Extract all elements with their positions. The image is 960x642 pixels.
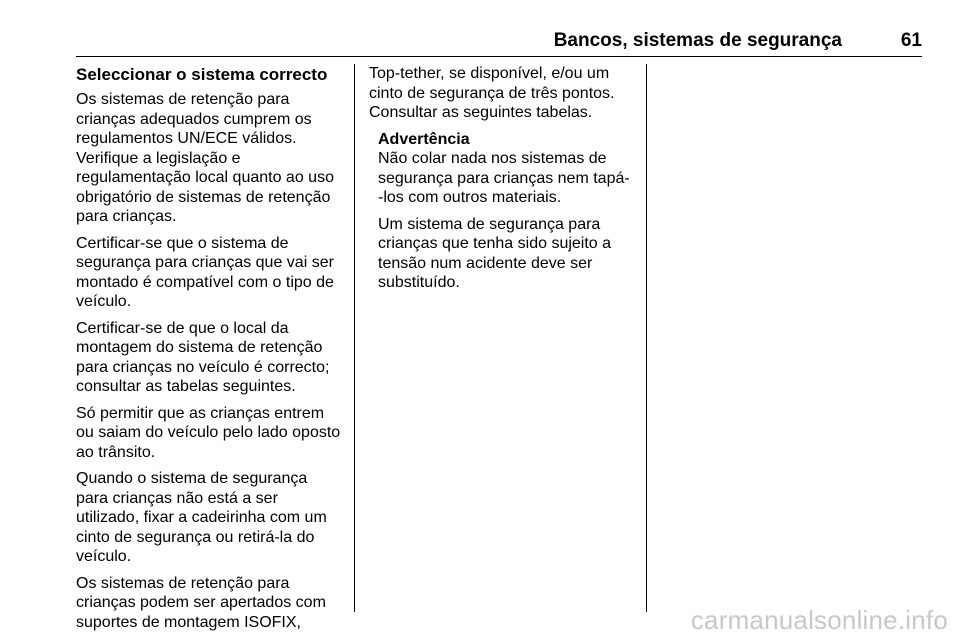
warning-title: Advertência <box>378 130 470 148</box>
watermark: carmanualsonline.info <box>690 605 948 635</box>
warning-paragraph: Não colar nada nos sistemas de segurança para crianças nem tapá--los com outros materiais. <box>378 150 630 206</box>
page-header <box>76 26 922 57</box>
column-divider <box>354 64 355 612</box>
section-title: Bancos, sistemas de segurança <box>553 30 842 51</box>
section-heading: Seleccionar o sistema correcto <box>76 65 328 84</box>
column-divider <box>646 64 647 612</box>
page-number: 61 <box>900 30 922 51</box>
paragraph: Só permitir que as crianças entrem ou saiam do veículo pelo lado oposto ao trânsito. <box>76 404 341 461</box>
warning-paragraph: Um sistema de segurança para crianças que tenha sido sujeito a tensão num acidente deve ser substituído. <box>378 215 612 291</box>
paragraph: Top-tether, se disponível, e/ou um cinto de segurança de três pontos. Consultar as seguintes tabelas. <box>369 65 615 121</box>
paragraph: Certificar-se de que o local da montagem do sistema de retenção para crianças no veículo é correcto; consultar as tabelas seguintes. <box>76 319 330 395</box>
column-left <box>76 64 342 639</box>
column-middle <box>369 64 635 300</box>
paragraph: Os sistemas de retenção para crianças podem ser apertados com suportes de montagem ISOFIX, <box>76 574 326 631</box>
warning-box <box>378 130 635 293</box>
paragraph: Certificar-se que o sistema de segurança para crianças que vai ser montado é compatível com o tipo de veículo. <box>76 234 334 310</box>
paragraph: Quando o sistema de segurança para crianças não está a ser utilizado, fixar a cadeirinha com um cinto de segurança ou retirá-la do veículo. <box>76 470 327 565</box>
paragraph: Os sistemas de retenção para crianças adequados cumprem os regulamentos UN/ECE válidos. Verifique a legislação e regulamentação local quanto ao uso obrigatório de sistemas de retenção para crianças. <box>76 91 334 225</box>
